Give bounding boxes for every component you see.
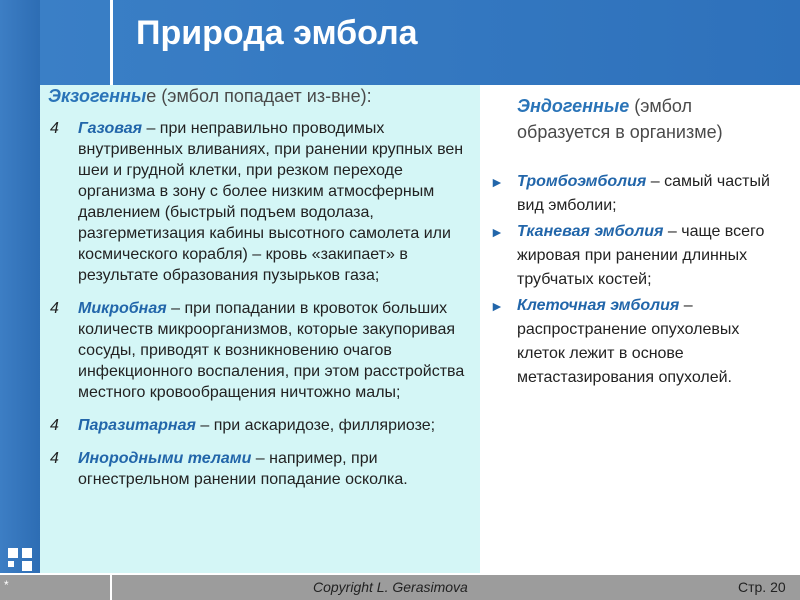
slide-title: Природа эмбола	[136, 14, 418, 52]
item-text: – при попадании в кровоток больших количеств микроорганизмов, которые закупоривая сосуды, приводят к возникновению очагов инфекционного воспаления, при этом расстройства местного кровообращения ничтожно малы;	[78, 300, 465, 401]
list-item	[40, 448, 480, 490]
copyright-text: Copyright L. Gerasimova	[313, 579, 468, 595]
list-item	[40, 415, 480, 436]
item-text: – распространение опухолевых клеток лежит в основе метастазирования опухолей.	[517, 297, 740, 386]
exogenous-heading-term: Экзогенны	[48, 86, 147, 106]
decor-square-icon	[8, 561, 14, 567]
arrow-bullet-icon: ►	[490, 224, 504, 240]
exogenous-list	[40, 118, 480, 502]
item-number: 4	[50, 300, 59, 317]
list-item	[490, 220, 790, 292]
decor-square-icon	[22, 548, 32, 558]
endogenous-heading-term: Эндогенные	[517, 96, 630, 116]
item-term: Инородными телами	[78, 450, 252, 467]
item-text: – при аскаридозе, филляриозе;	[195, 417, 436, 434]
footer-divider	[110, 575, 112, 600]
exogenous-heading	[48, 86, 372, 107]
page-number: Стр. 20	[738, 579, 786, 595]
item-term: Микробная	[78, 300, 167, 317]
item-text: – при неправильно проводимых внутривенных вливаниях, при ранении крупных вен шеи и грудной клетки, при резком переходе организма в зону с более низким атмосферным давлением (быстрый подъем водолаза, разгерметизация кабины высотного самолета или космического корабля) – кровь «закипает» в результате образования пузырьков газа;	[78, 120, 464, 284]
arrow-bullet-icon: ►	[490, 298, 504, 314]
item-term: Тромбоэмболия	[517, 173, 647, 190]
list-item	[40, 298, 480, 403]
item-number: 4	[50, 450, 59, 467]
exogenous-heading-rest: е (эмбол попадает из-вне):	[146, 86, 372, 106]
decor-square-icon	[22, 561, 32, 571]
item-term: Паразитарная	[78, 417, 196, 434]
endogenous-heading-rest: (эмбол образуется в организме)	[517, 96, 723, 142]
decor-square-icon	[8, 548, 18, 558]
endogenous-heading	[517, 93, 777, 145]
item-text: – чаще всего жировая при ранении длинных трубчатых костей;	[517, 223, 765, 288]
left-decor-bar	[0, 0, 40, 575]
arrow-bullet-icon: ►	[490, 174, 504, 190]
item-number: 4	[50, 120, 59, 137]
item-term: Газовая	[78, 120, 143, 137]
list-item	[490, 170, 790, 218]
item-text: – самый частый вид эмболии;	[517, 173, 770, 214]
footer-star: *	[4, 578, 9, 592]
list-item	[490, 294, 790, 390]
list-item	[40, 118, 480, 286]
item-text: – например, при огнестрельном ранении попадание осколка.	[78, 450, 408, 488]
item-term: Тканевая эмболия	[517, 223, 664, 240]
item-number: 4	[50, 417, 59, 434]
header-divider	[110, 0, 113, 85]
item-term: Клеточная эмболия	[517, 297, 680, 314]
endogenous-list	[490, 170, 790, 392]
